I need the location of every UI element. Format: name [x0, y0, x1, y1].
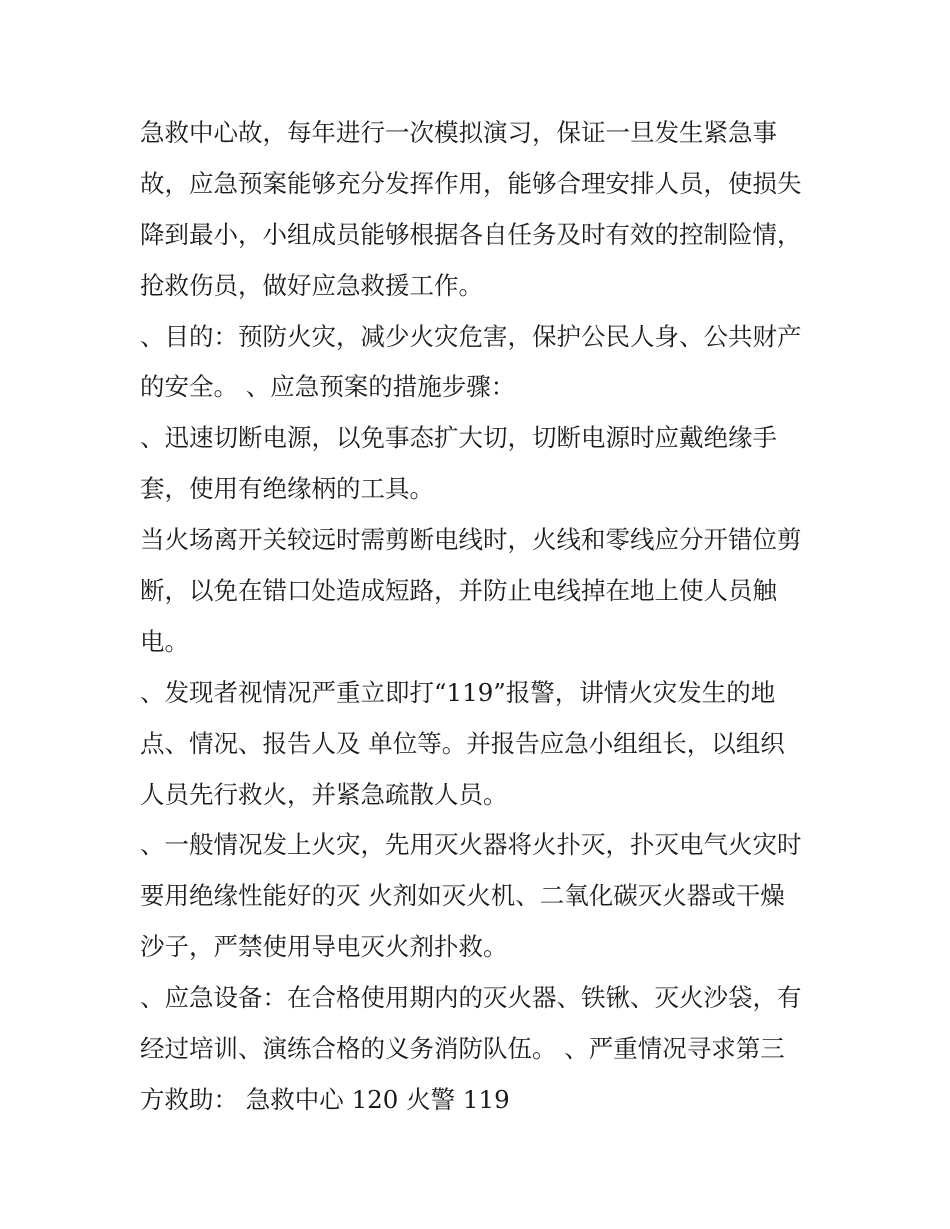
text-line: 、一般情况发上火灾，先用灭火器将火扑灭，扑灭电气火灾时: [140, 830, 802, 860]
text-line: 故，应急预案能够充分发挥作用，能够合理安排人员，使损失: [140, 168, 802, 198]
text-line: 经过培训、演练合格的义务消防队伍。 、严重情况寻求第三: [140, 1034, 785, 1064]
text-line: 急救中心故，每年进行一次模拟演习，保证一旦发生紧急事: [140, 118, 777, 147]
text-line: 当火场离开关较远时需剪断电线时，火线和零线应分开错位剪: [140, 525, 802, 555]
text-line: 方救助： 急救中心 120 火警 119: [140, 1084, 510, 1114]
text-line: 人员先行救火，并紧急疏散人员。: [140, 779, 508, 809]
text-line: 、目的：预防火灾，减少火灾危害，保护公民人身、公共财产: [140, 321, 802, 351]
text-line: 、迅速切断电源，以免事态扩大切，切断电源时应戴绝缘手: [140, 423, 777, 453]
text-line: 电。: [140, 626, 189, 656]
text-line: 沙子，严禁使用导电灭火剂扑救。: [140, 932, 508, 962]
text-line: 点、情况、报告人及 单位等。并报告应急小组组长，以组织: [140, 728, 785, 758]
text-line: 、应急设备：在合格使用期内的灭火器、铁锹、灭火沙袋，有: [140, 983, 802, 1013]
text-line: 断，以免在错口处造成短路，并防止电线掉在地上使人员触: [140, 576, 777, 606]
text-line: 、发现者视情况严重立即打“119”报警，讲情火灾发生的地: [140, 677, 776, 707]
text-line: 抢救伤员，做好应急救援工作。: [140, 270, 483, 300]
text-line: 降到最小，小组成员能够根据各自任务及时有效的控制险情，: [140, 219, 802, 249]
text-line: 要用绝缘性能好的灭 火剂如灭火机、二氧化碳灭火器或干燥: [140, 881, 785, 911]
body-text: [140, 108, 830, 1126]
text-line: 套，使用有绝缘柄的工具。: [140, 474, 434, 504]
text-line: 的安全。 、应急预案的措施步骤：: [140, 372, 516, 402]
